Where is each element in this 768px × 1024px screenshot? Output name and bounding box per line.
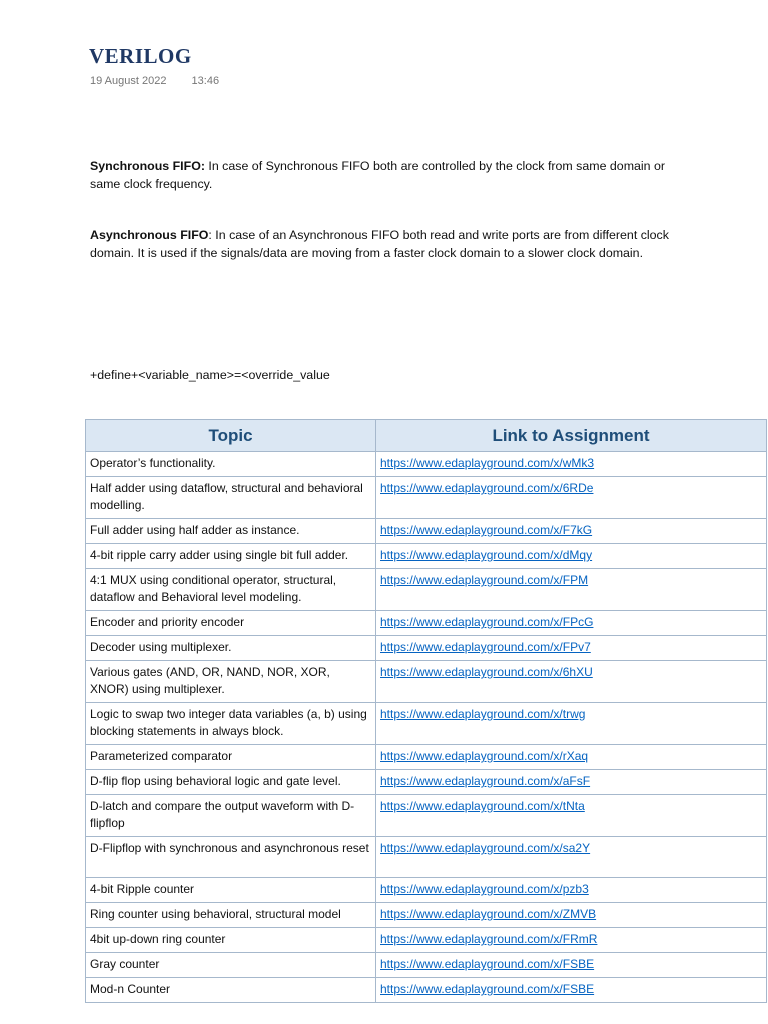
topic-cell: Various gates (AND, OR, NAND, NOR, XOR, XNOR) using multiplexer. (86, 661, 376, 703)
topic-cell: Operator’s functionality. (86, 452, 376, 477)
topic-cell: Full adder using half adder as instance. (86, 519, 376, 544)
table-row (86, 837, 767, 878)
topic-cell: Encoder and priority encoder (86, 611, 376, 636)
topic-cell: 4-bit ripple carry adder using single bit full adder. (86, 544, 376, 569)
topic-cell: D-latch and compare the output waveform with D-flipflop (86, 795, 376, 837)
table-row (86, 452, 767, 477)
table-row (86, 745, 767, 770)
table-row (86, 703, 767, 745)
assignment-link[interactable]: https://www.edaplayground.com/x/ZMVB (376, 903, 767, 928)
table-row (86, 611, 767, 636)
async-fifo-paragraph (90, 226, 680, 262)
table-row (86, 661, 767, 703)
table-row (86, 477, 767, 519)
topic-cell: Ring counter using behavioral, structural model (86, 903, 376, 928)
assignment-link[interactable]: https://www.edaplayground.com/x/pzb3 (376, 878, 767, 903)
topic-cell: D-flip flop using behavioral logic and gate level. (86, 770, 376, 795)
sync-fifo-text: In case of Synchronous FIFO both are controlled by the clock from same domain or same clock frequency. (90, 159, 666, 191)
topic-cell: D-Flipflop with synchronous and asynchronous reset (86, 837, 376, 878)
page-meta (90, 75, 219, 87)
topic-cell: 4-bit Ripple counter (86, 878, 376, 903)
async-fifo-text: : In case of an Asynchronous FIFO both read and write ports are from different clock domain. It is used if the signals/data are moving from a faster clock domain to a slower clock domain. (90, 228, 669, 260)
topic-cell: Decoder using multiplexer. (86, 636, 376, 661)
async-fifo-label: Asynchronous FIFO (90, 228, 209, 242)
sync-fifo-label: Synchronous FIFO: (90, 159, 205, 173)
assignment-link[interactable]: https://www.edaplayground.com/x/rXaq (376, 745, 767, 770)
topic-cell: Logic to swap two integer data variables (a, b) using blocking statements in always block. (86, 703, 376, 745)
topic-cell: Half adder using dataflow, structural and behavioral modelling. (86, 477, 376, 519)
assignment-link[interactable]: https://www.edaplayground.com/x/trwg (376, 703, 767, 745)
topic-cell: Mod-n Counter (86, 978, 376, 1003)
table-row (86, 795, 767, 837)
topic-cell: 4bit up-down ring counter (86, 928, 376, 953)
table-row (86, 928, 767, 953)
assignment-link[interactable]: https://www.edaplayground.com/x/dMqy (376, 544, 767, 569)
assignment-link[interactable]: https://www.edaplayground.com/x/aFsF (376, 770, 767, 795)
define-text: +define+<variable_name>=<override_value (90, 368, 330, 382)
assignment-link[interactable]: https://www.edaplayground.com/x/FPM (376, 569, 767, 611)
topic-cell: Gray counter (86, 953, 376, 978)
assignment-link[interactable]: https://www.edaplayground.com/x/FPv7 (376, 636, 767, 661)
page-date: 19 August 2022 (90, 75, 167, 87)
header-link: Link to Assignment (376, 420, 767, 452)
assignment-link[interactable]: https://www.edaplayground.com/x/wMk3 (376, 452, 767, 477)
assignment-link[interactable]: https://www.edaplayground.com/x/sa2Y (376, 837, 767, 878)
assignment-link[interactable]: https://www.edaplayground.com/x/6hXU (376, 661, 767, 703)
table-row (86, 978, 767, 1003)
assignment-link[interactable]: https://www.edaplayground.com/x/FRmR (376, 928, 767, 953)
assignment-link[interactable]: https://www.edaplayground.com/x/FSBE (376, 978, 767, 1003)
assignment-link[interactable]: https://www.edaplayground.com/x/FPcG (376, 611, 767, 636)
topic-cell: 4:1 MUX using conditional operator, structural, dataflow and Behavioral level modeling. (86, 569, 376, 611)
table-row (86, 903, 767, 928)
table-row (86, 953, 767, 978)
sync-fifo-paragraph (90, 157, 680, 193)
assignment-link[interactable]: https://www.edaplayground.com/x/FSBE (376, 953, 767, 978)
table-row (86, 519, 767, 544)
table-header-row (86, 420, 767, 452)
table-row (86, 878, 767, 903)
topic-cell: Parameterized comparator (86, 745, 376, 770)
header-topic: Topic (86, 420, 376, 452)
table-row (86, 770, 767, 795)
page-time: 13:46 (191, 75, 220, 87)
table-row (86, 636, 767, 661)
table-row (86, 569, 767, 611)
table-row (86, 544, 767, 569)
assignment-table (85, 419, 767, 1003)
assignment-link[interactable]: https://www.edaplayground.com/x/tNta (376, 795, 767, 837)
assignment-link[interactable]: https://www.edaplayground.com/x/6RDe (376, 477, 767, 519)
assignment-link[interactable]: https://www.edaplayground.com/x/F7kG (376, 519, 767, 544)
page-title: VERILOG (89, 44, 192, 68)
